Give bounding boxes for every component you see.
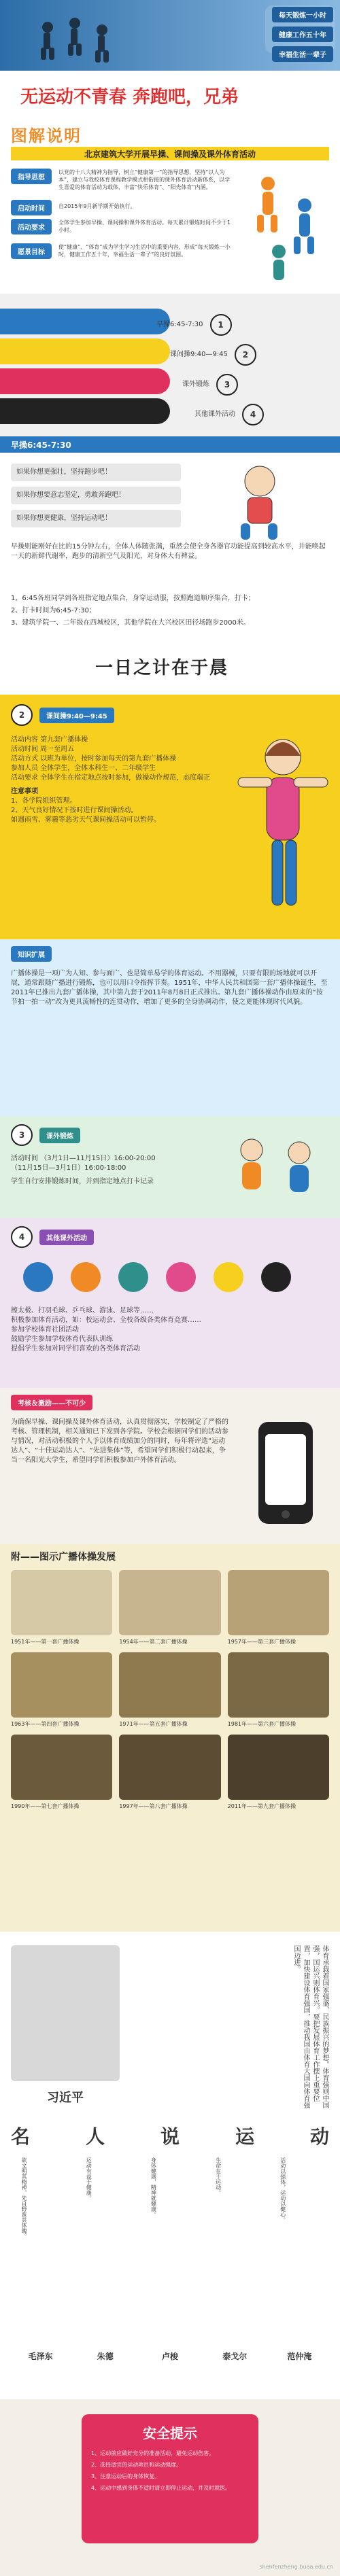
celeb-card (11, 2157, 70, 2388)
knowledge-section (0, 939, 340, 1116)
recess-lines (11, 735, 215, 825)
recess-line: 活动方式 以班为单位，按时参加每天的第九套广播体操 (11, 755, 177, 763)
schedule-item-label: 课外锻炼 (182, 381, 209, 388)
recess-number: 2 (11, 704, 33, 726)
celeb-quote: 运动有益于健康。 (86, 2157, 92, 2201)
label-guiding: 指导思想 (11, 169, 52, 184)
xi-section (0, 1932, 340, 2122)
other-section (0, 1218, 340, 1388)
outdoor-section (0, 1116, 340, 1218)
outdoor-bar: 课外锻炼 (39, 1128, 80, 1143)
celebs-title-char: 动 (309, 2125, 329, 2148)
xi-photo (11, 1945, 120, 2081)
recess-line: 2、天气良好情况下按时进行课间操活动。 (11, 807, 138, 814)
celeb-quote: 欲文明其精神，先自野蛮其体魄。 (21, 2157, 27, 2239)
history-caption: 1997年——第八套广播体操 (119, 1803, 188, 1809)
ribbon (0, 338, 170, 364)
recess-section (0, 695, 340, 939)
safety-line: 4、运动中感到身体不适时请立即停止运动，并及时就医。 (91, 2485, 231, 2491)
schedule-item-label: 课间操9:40—9:45 (170, 351, 228, 358)
recess-header (11, 704, 114, 726)
morning-cards (11, 464, 181, 527)
text-requirement: 全体学生参加早操、课间操和课外体育活动。每天累计锻炼时间不少于1小时。 (58, 220, 231, 233)
overview-row (11, 169, 235, 197)
schedule-item (156, 314, 232, 336)
ribbon (0, 368, 170, 394)
safety-lines (91, 2450, 249, 2492)
history-caption: 1981年——第六套广播体操 (227, 1721, 296, 1727)
recess-line: 参加人员 全体学生，全体本科生一、二年级学生 (11, 765, 156, 772)
history-photo (119, 1652, 220, 1718)
morning-section (0, 436, 340, 695)
safety-line: 2、选择适宜的运动项目和运动强度。 (91, 2462, 182, 2468)
celeb-name: 泰戈尔 (222, 2352, 248, 2361)
safety-card (82, 2414, 258, 2543)
morning-motto: 一日之计在于晨 (95, 658, 229, 678)
label-vision: 愿景目标 (11, 243, 52, 259)
overview-row (11, 200, 235, 213)
history-photo (228, 1570, 329, 1635)
other-header (11, 1226, 94, 1248)
morning-rule: 3、建筑学院一、二年级在西城校区，其他学院在大兴校区田径场跑步2000米。 (11, 619, 250, 627)
celeb-card (140, 2157, 199, 2388)
celeb-name: 朱德 (97, 2352, 114, 2361)
safety-line: 1、运动前应做好充分的准备活动，避免运动伤害。 (91, 2450, 215, 2456)
outdoor-line: 学生自行安排锻炼时间，并到指定地点打卡记录 (11, 1178, 154, 1185)
history-title: 附——图示广播体操发展 (11, 1552, 116, 1563)
morning-card: 如果你想更强壮，坚持跑步吧！ (11, 464, 181, 481)
history-card (119, 1735, 220, 1810)
athlete-figures (238, 166, 333, 294)
history-card (119, 1652, 220, 1728)
history-card (11, 1570, 112, 1646)
recess-line: 活动时间 周一至周五 (11, 746, 75, 753)
celebs-title-char: 运 (235, 2125, 254, 2148)
text-start: 自2015年9月新学期开始执行。 (58, 203, 136, 209)
outdoor-lines (11, 1154, 215, 1187)
xi-name: 习近平 (47, 2091, 84, 2105)
recess-bar: 课间操9:40—9:45 (39, 708, 114, 723)
history-caption: 2011年——第九套广播体操 (227, 1803, 296, 1809)
history-grid (11, 1570, 329, 1810)
schedule-number: 2 (235, 344, 256, 366)
morning-rule: 1、6:45各班同学到各班指定地点集合，身穿运动服，按照跑道顺序集合，打卡； (11, 595, 255, 602)
assessment-section (0, 1388, 340, 1544)
text-guiding: 以党的十八大精神为指导，树立“健康第一”的指导思想，坚持“以人为本”，建立与我校体育课程教学模式相衔接的课外体育活动新体系，以学生喜爱的体育活动为载体，丰富“快乐体育”、“阳光体育”内涵。 (58, 169, 231, 190)
history-caption: 1957年——第三套广播体操 (227, 1639, 296, 1645)
knowledge-title: 知识扩展 (11, 946, 52, 962)
recess-line: 1、各学院组织管理。 (11, 797, 77, 805)
celeb-quote: 生命在于运动。 (215, 2157, 222, 2195)
slogan-section (0, 71, 340, 118)
ribbon (0, 398, 170, 424)
celeb-name: 范仲淹 (287, 2352, 312, 2361)
overview-subtitle: 北京建筑大学开展早操、课间操及课外体育活动 (11, 147, 329, 160)
celeb-card (270, 2157, 329, 2388)
history-photo (11, 1652, 112, 1718)
history-card (11, 1652, 112, 1728)
schedule-number: 1 (210, 314, 232, 336)
celeb-quote: 身体健康，精神就健康。 (150, 2157, 157, 2217)
outdoor-header (11, 1124, 80, 1146)
celebs-title-char: 名 (11, 2125, 31, 2148)
morning-card: 如果你想要意志坚定，勇敢奔跑吧！ (11, 487, 181, 504)
running-character (224, 461, 299, 542)
recess-line: 如遇雨雪、雾霾等恶劣天气课间操活动可以暂停。 (11, 816, 160, 824)
schedule-item (182, 374, 238, 396)
hero-section (0, 0, 340, 71)
other-line: 鼓励学生参加学校体育代表队训练 (11, 1336, 113, 1343)
schedule-item (194, 404, 264, 425)
morning-rule: 2、打卡时间为6:45-7:30； (11, 607, 96, 614)
other-number: 4 (11, 1226, 33, 1248)
assessment-bar: 考核＆激励——不可少 (11, 1395, 92, 1410)
history-caption: 1954年——第二套广播体操 (119, 1639, 188, 1645)
schedule-item-label: 早操6:45-7:30 (156, 321, 203, 328)
banner-line: 幸福生活一辈子 (272, 46, 333, 62)
morning-bar: 早操6:45-7:30 (0, 436, 340, 453)
outdoor-line: 活动时间 （3月1日—11月15日）16:00-20:00 (11, 1155, 156, 1162)
celeb-card (205, 2157, 265, 2388)
other-line: 参加学校体育社团活动 (11, 1326, 79, 1334)
label-start: 启动时间 (11, 200, 52, 215)
phone-illustration (245, 1415, 326, 1531)
celebs-title-char: 说 (160, 2125, 180, 2148)
overview-row (11, 219, 235, 239)
schedule-number: 4 (242, 404, 264, 425)
label-requirement: 活动要求 (11, 219, 52, 234)
history-photo (11, 1735, 112, 1800)
history-section (0, 1544, 340, 1932)
history-card (228, 1570, 329, 1646)
recess-line: 注意事项 (11, 788, 38, 795)
history-photo (228, 1735, 329, 1800)
schedule-section (0, 294, 340, 436)
watermark: shenfenzheng.buaa.edu.cn (259, 2564, 333, 2570)
history-card (228, 1652, 329, 1728)
celeb-quote: 活动以强体，运动以健心。 (279, 2157, 286, 2223)
banner-line: 健康工作五十年 (272, 27, 333, 42)
celeb-name: 毛泽东 (28, 2352, 53, 2361)
history-photo (119, 1570, 220, 1635)
other-line: 积极参加体育活动，如：校运动会、全校各级各类体育竞赛…… (11, 1317, 201, 1324)
celeb-card (75, 2157, 135, 2388)
text-vision: 使“健康”、“体育”成为学生学习生活中的重要内容，形成“每天锻炼一小时，健康工作五十年，幸福生活一辈子”的良好氛围。 (58, 244, 231, 258)
safety-title: 安全提示 (143, 2425, 197, 2441)
history-caption: 1963年——第四套广播体操 (11, 1721, 80, 1727)
celeb-name: 卢梭 (161, 2352, 178, 2361)
safety-section (0, 2399, 340, 2576)
celebs-section (0, 2122, 340, 2399)
celebs-row (11, 2157, 329, 2388)
celebs-title-char: 人 (85, 2125, 105, 2148)
banner-line: 每天锻炼一小时 (272, 7, 333, 22)
schedule-item-label: 其他课外活动 (194, 411, 235, 418)
history-caption: 1951年——第一套广播体操 (11, 1639, 80, 1645)
overview-heading: 图解说明 (11, 126, 82, 145)
safety-line: 3、注意运动后的身体恢复。 (91, 2473, 160, 2479)
sports-icons-row (11, 1253, 329, 1301)
slogan-text: 无运动不青春 奔跑吧，兄弟 (20, 87, 239, 107)
ribbon (0, 309, 170, 334)
hero-banner (272, 7, 333, 62)
recess-line: 活动内容 第九套广播体操 (11, 736, 88, 744)
history-caption: 1971年——第五套广播体操 (119, 1721, 188, 1727)
morning-card: 如果你想更健康，坚持运动吧！ (11, 510, 181, 527)
history-caption: 1990年——第七套广播体操 (11, 1803, 80, 1809)
other-lines (11, 1306, 329, 1354)
history-card (119, 1570, 220, 1646)
other-line: 提倡学生参加对同学们喜欢的各类体育活动 (11, 1345, 140, 1353)
xi-quote: 体育承载着国家强盛、民族振兴的梦想。体育强则中国强，国运兴则体育兴。要把发展体育工作摆上重要位置，加快建设体育强国，推动我国由体育大国向体育强国迈进。 (292, 1945, 328, 2108)
history-card (228, 1735, 329, 1810)
history-photo (228, 1652, 329, 1718)
knowledge-body: 广播体操是一项广为人知、参与面广、也是简单易学的体育运动。不用器械，只要有限的场地就可以开展，通常跟随广播进行锻炼，也可以用口令指挥节奏。1951年，中华人民共和国第一套广播体操诞生，至2011年已推出九套广播体操，其中第九套于2011年8月8日正式推出。第九套广播体操动作由原来的“按节拍一拍一动”改为更具流畅性的连贯动作，增加了更多的全身协调动作，使之更能体现时代风貌。 (11, 970, 328, 1006)
stretching-girl (224, 722, 333, 926)
recess-line: 活动要求 全体学生在指定地点按时参加，做操动作规范，态度端正 (11, 774, 211, 782)
outdoor-line: （11月15日—3月1日）16:00-18:00 (11, 1164, 126, 1172)
overview-row (11, 243, 235, 276)
outdoor-number: 3 (11, 1124, 33, 1146)
overview-section (0, 118, 340, 294)
kids-exercising (224, 1130, 333, 1211)
morning-rules (11, 594, 329, 631)
celebs-title (11, 2122, 329, 2149)
assessment-body: 为确保早操、课间操及课外体育活动，认真贯彻落实，学校制定了严格的考核、管理机制，相关通知已下发到各学院。学校会根据同学们的活动参与情况，对活动积极的个人予以体育成绩加分的同时，每年将评选“运动达人”、“十佳运动达人”、“先进集体”等，希望同学们积极行动起来，争当一名阳光大学生，希望同学们积极参加户外体育活动。 (11, 1418, 228, 1464)
schedule-number: 3 (216, 374, 238, 396)
other-line: 擦太极、打羽毛球、乒乓球、游泳、足球等…… (11, 1307, 154, 1315)
morning-paragraph: 早操则能刚好在比的15分钟左右，全体人体随张满，重然会使全身各器官功能提高到较高水平，并能唤起一天的新鲜代谢率，跑步的清新空气及阳光，对身体大有裨益。 (11, 543, 326, 560)
other-bar: 其他课外活动 (39, 1230, 94, 1245)
history-photo (11, 1570, 112, 1635)
history-card (11, 1735, 112, 1810)
schedule-item (170, 344, 256, 366)
history-photo (119, 1735, 220, 1800)
